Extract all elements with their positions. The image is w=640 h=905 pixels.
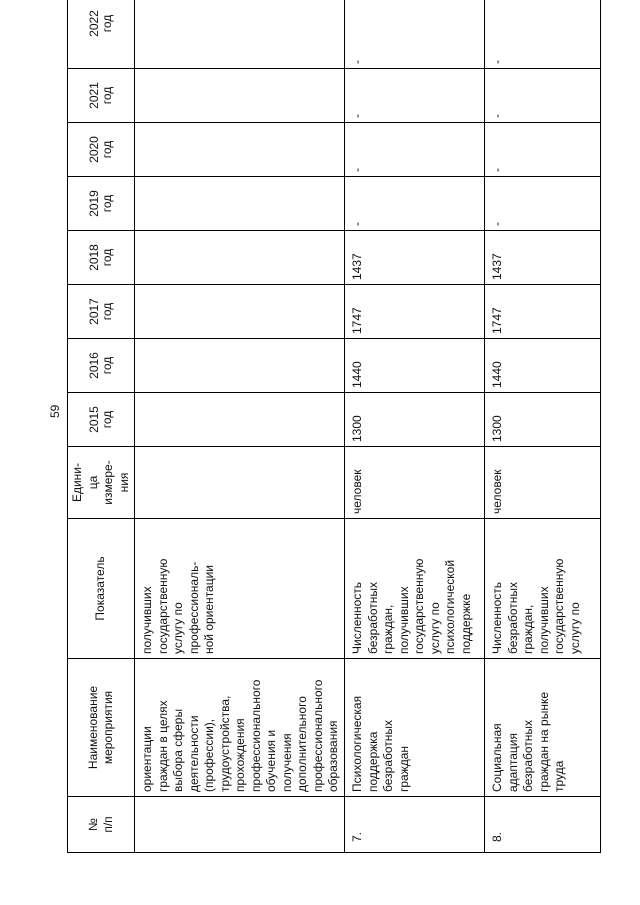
row-indicator: Численность безработных граждан, получивших государственную услугу по	[485, 519, 601, 659]
row-num	[135, 797, 345, 853]
row-num: 8.	[485, 797, 601, 853]
row-value-2016: 1440	[485, 339, 601, 393]
row-value-2018: 1437	[485, 231, 601, 285]
page-number: 59	[48, 404, 62, 418]
row-measure-name: Социальная адаптация безработных граждан на рынке труда	[485, 659, 601, 797]
row-value-2017: 1747	[345, 285, 485, 339]
header-name: Наименование мероприятия	[68, 659, 135, 797]
row-value-2017: 1747	[485, 285, 601, 339]
row-measure-name: Психологическая поддержка безработных граждан	[345, 659, 485, 797]
table-row	[135, 0, 345, 853]
table-row	[345, 0, 485, 853]
row-value-2022: -	[485, 0, 601, 69]
row-value-2020	[135, 123, 345, 177]
row-measure-name: ориентации граждан в целях выбора сферы деятельности (профессии), трудоустройства, прохождения профессионального обучения и получения дополнительного профессионального образования	[135, 659, 345, 797]
row-value-2021: -	[485, 69, 601, 123]
row-value-2021	[135, 69, 345, 123]
header-year-2015: 2015 год	[68, 393, 135, 447]
table-row	[485, 0, 601, 853]
header-year-2016: 2016 год	[68, 339, 135, 393]
row-indicator: Численность безработных граждан, получивших государственную услугу по психологической поддержке	[345, 519, 485, 659]
row-value-2015: 1300	[485, 393, 601, 447]
row-value-2022: -	[345, 0, 485, 69]
row-value-2021: -	[345, 69, 485, 123]
row-value-2020: -	[345, 123, 485, 177]
row-value-2016: 1440	[345, 339, 485, 393]
rotated-table-sheet	[67, 10, 599, 853]
row-value-2019: -	[485, 177, 601, 231]
row-value-2015: 1300	[345, 393, 485, 447]
row-unit: человек	[485, 447, 601, 519]
header-year-2021: 2021 год	[68, 69, 135, 123]
row-value-2018	[135, 231, 345, 285]
header-year-2017: 2017 год	[68, 285, 135, 339]
row-unit	[135, 447, 345, 519]
row-unit: человек	[345, 447, 485, 519]
row-value-2019: -	[345, 177, 485, 231]
header-num: № п/п	[68, 797, 135, 853]
row-indicator: получивших государственную услугу по профессиональ- ной ориентации	[135, 519, 345, 659]
row-value-2022	[135, 0, 345, 69]
header-year-2019: 2019 год	[68, 177, 135, 231]
row-num: 7.	[345, 797, 485, 853]
measures-table	[67, 0, 601, 853]
header-year-2018: 2018 год	[68, 231, 135, 285]
table-header-row	[68, 0, 135, 853]
row-value-2019	[135, 177, 345, 231]
header-unit: Едини- ца измере- ния	[68, 447, 135, 519]
row-value-2020: -	[485, 123, 601, 177]
header-year-2020: 2020 год	[68, 123, 135, 177]
row-value-2017	[135, 285, 345, 339]
row-value-2015	[135, 393, 345, 447]
header-indicator: Показатель	[68, 519, 135, 659]
row-value-2018: 1437	[345, 231, 485, 285]
header-year-2022: 2022 год	[68, 0, 135, 69]
row-value-2016	[135, 339, 345, 393]
